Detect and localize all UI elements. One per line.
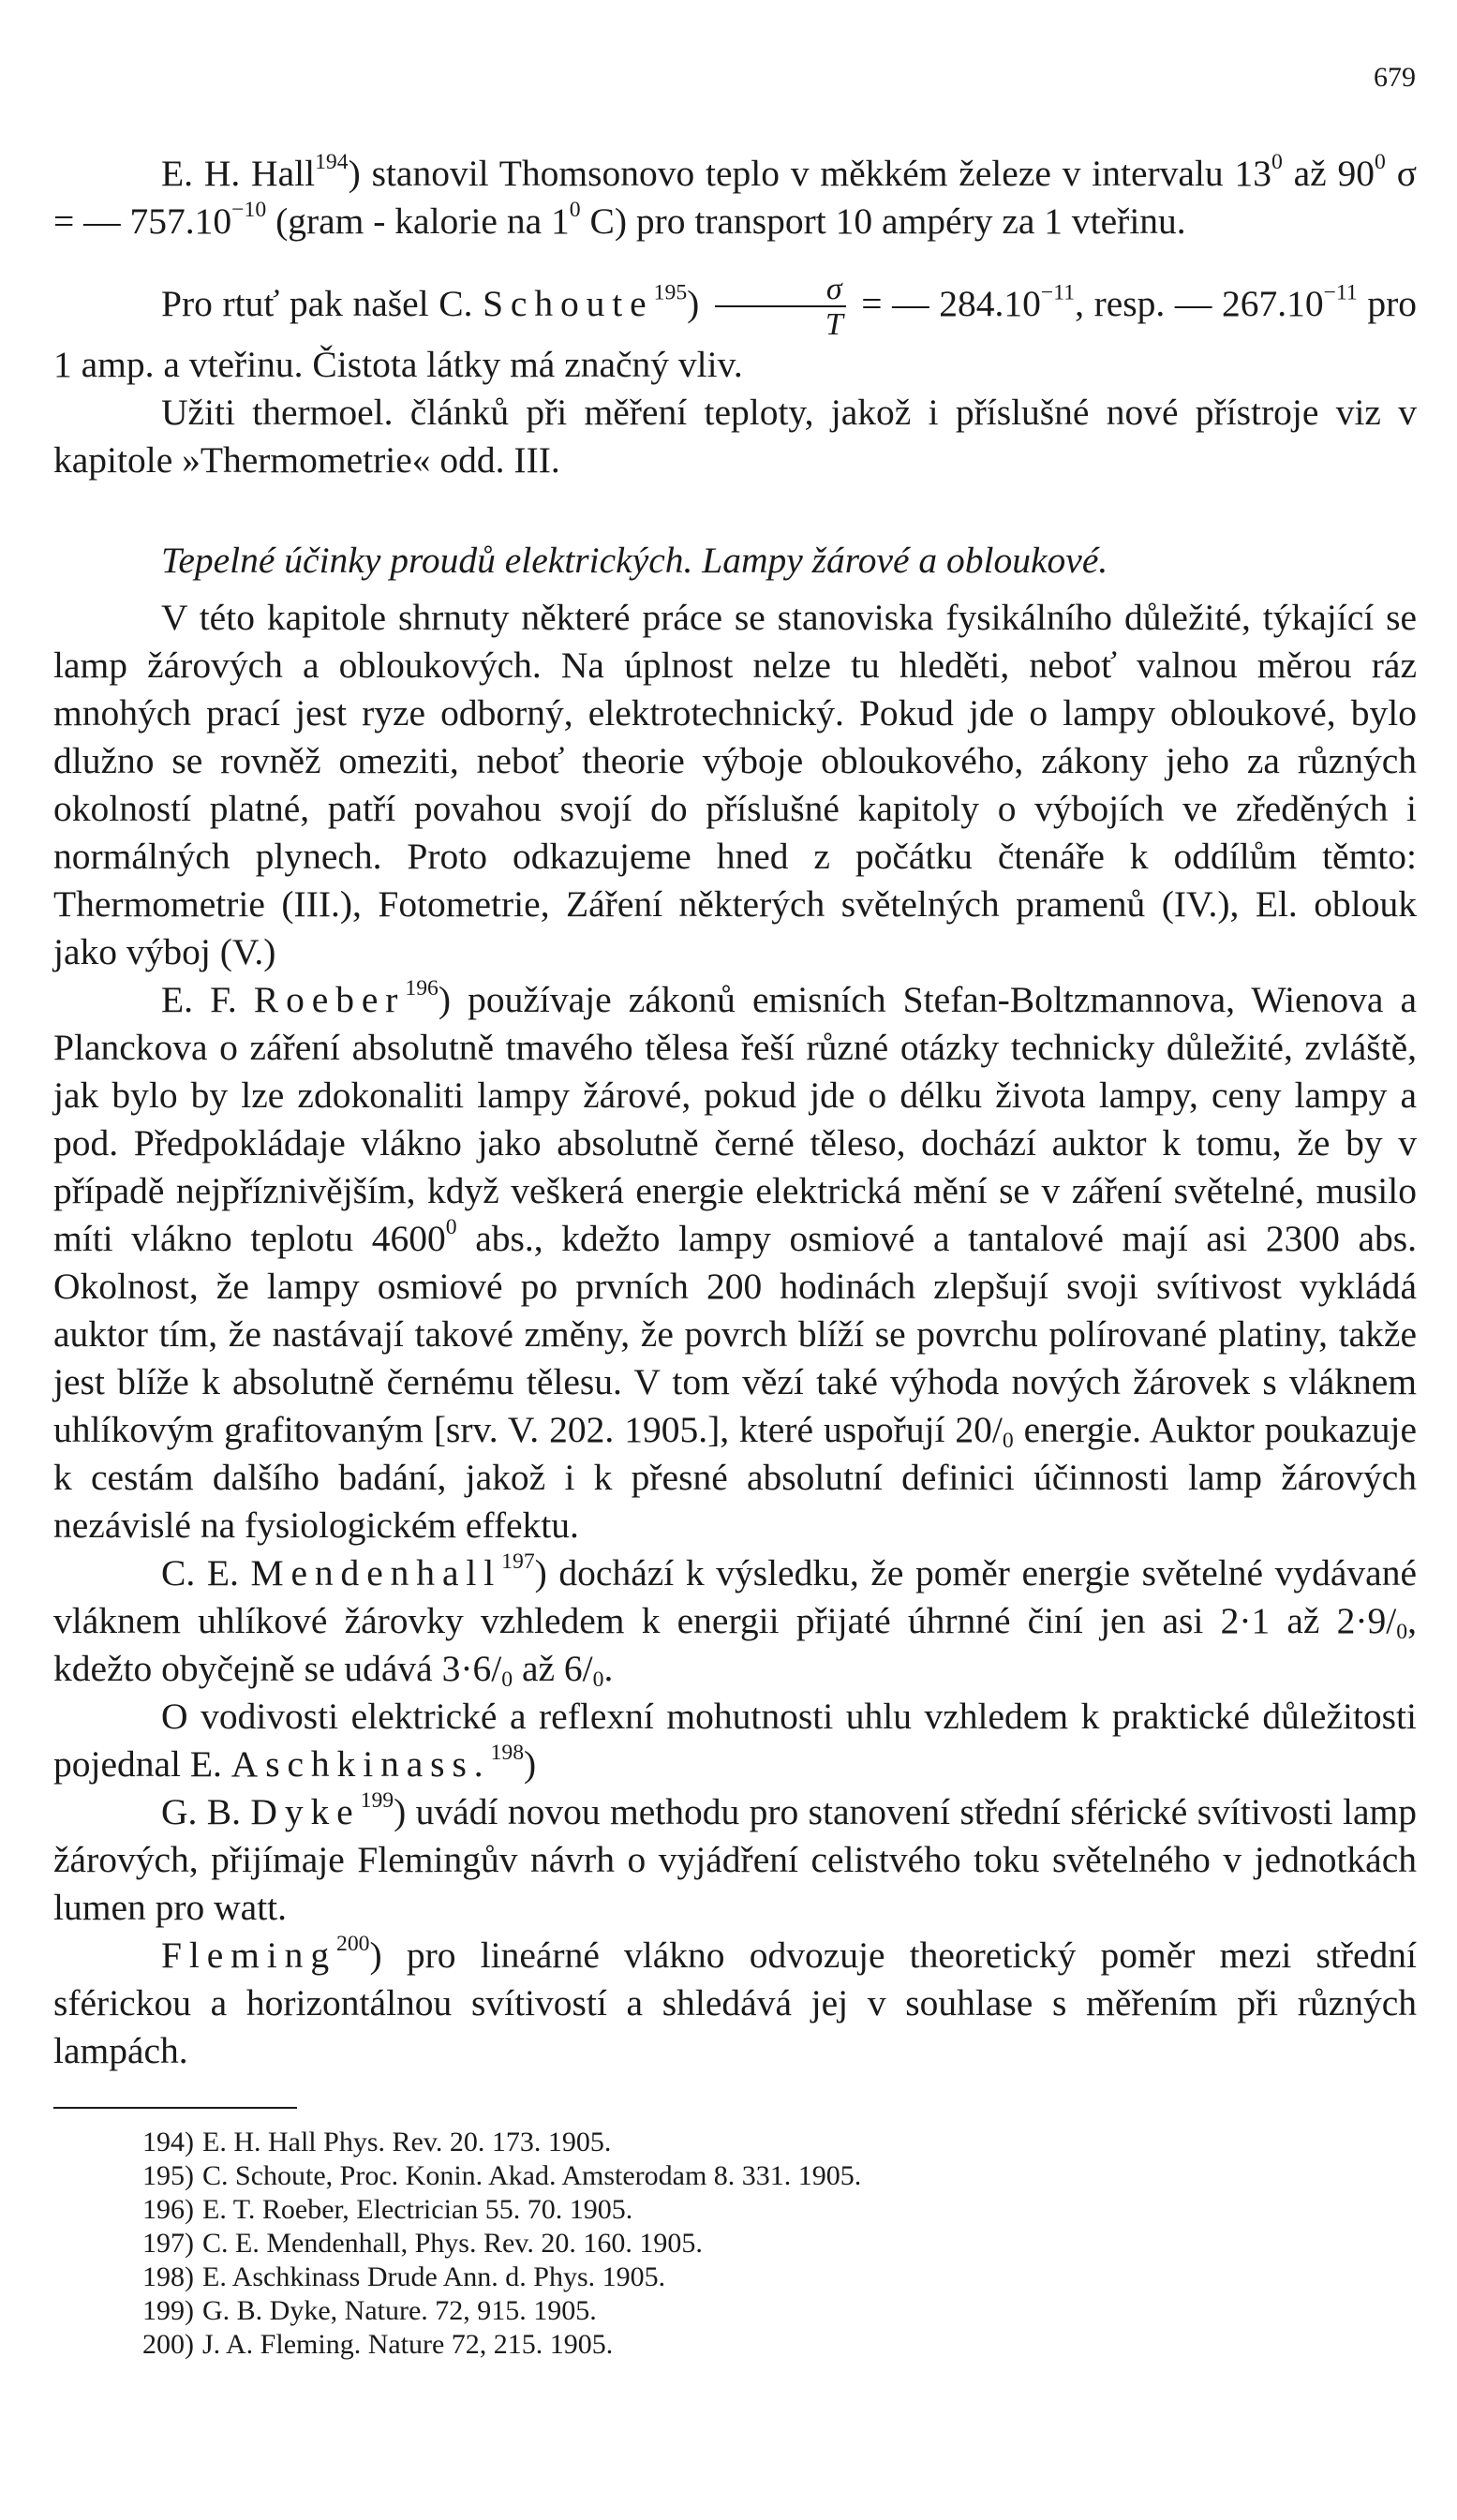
footnote-divider (53, 2107, 297, 2109)
author-dyke: Dyke (250, 1791, 361, 1832)
text: ) dochází k výsledku, že poměr energie světelné vydávané vláknem uhlíkové žárovky vzhledem k energii přijaté úhrnné činí jen asi 2·1 až 2·9 (53, 1552, 1417, 1641)
percent-sub: 0 (501, 1667, 513, 1692)
exponent: −10 (231, 198, 267, 223)
ref-198: 198 (490, 1741, 525, 1766)
text: . (603, 1648, 614, 1689)
degree: 0 (445, 1215, 457, 1240)
text: ) (524, 1743, 537, 1785)
footnote-number: 196) (142, 2194, 194, 2225)
footnote (53, 2193, 1417, 2227)
footnote-number: 199) (142, 2295, 194, 2326)
footnote-text: E. T. Roeber, Electrician 55. 70. 1905. (202, 2194, 633, 2225)
footnote (53, 2227, 1417, 2261)
footnote-number: 198) (142, 2261, 194, 2292)
footnote-number: 195) (142, 2160, 194, 2191)
author-roeber: Roeber (253, 979, 406, 1020)
text: až 90 (1282, 153, 1375, 194)
ref-195: 195 (653, 280, 688, 305)
footnote-text: J. A. Fleming. Nature 72, 215. 1905. (202, 2329, 614, 2360)
author-hall: E. H. Hall (161, 153, 316, 194)
main-text (53, 150, 1417, 2362)
text: O vodivosti elektrické a reflexní mohutnosti uhlu vzhledem k praktické důležitosti pojednal E. (53, 1696, 1417, 1785)
text: , kdežto obyčejně se udává 3·6 (53, 1600, 1417, 1689)
author-fleming: Fleming (161, 1934, 336, 1976)
text: C) pro transport 10 ampéry za 1 vteřinu. (580, 200, 1186, 242)
degree: 0 (1271, 150, 1283, 175)
footnote (53, 2261, 1417, 2294)
text: ) používaje zákonů emisních Stefan-Boltzmannova, Wienova a Planckova o záření absolutně tmavého tělesa řeší různé otázky technicky důležité, zvláště, jak bylo by lze zdokonaliti lampy žárové, pokud jde o délku života lampy, ceny lampy a pod. Předpokládaje vlákno jako absolutně černé těleso, dochází auktor k tomu, že by v případě nejpříznivějším, když veškerá energie elektrická mění se v záření světelné, musilo míti vlákno teplotu 4600 (53, 979, 1417, 1259)
text: C. E. (161, 1552, 251, 1594)
degree: 0 (1375, 150, 1386, 175)
exponent: −11 (1323, 280, 1358, 305)
paragraph-schoute: Pro rtuť pak našel C. Schoute$^{195}$) $\frac{\sigma}{T}$ = — $284.10^{-11}$, resp. — $267.10^{-11}$ pro 1 amp. a vteřinu. Čistota látky má značný vliv. (53, 272, 1418, 385)
paragraph-hall (53, 150, 1417, 245)
exponent: −11 (1040, 280, 1076, 305)
footnote (53, 2126, 1417, 2159)
footnote-text: E. H. Hall Phys. Rev. 20. 173. 1905. (202, 2127, 612, 2157)
text: Pro rtuť pak našel C. (161, 283, 483, 325)
text: abs., kdežto lampy osmiové a tantalové mají asi 2300 abs. Okolnost, že lampy osmiové po prvních 200 hodinách zlepšují svoji svítivost vykládá auktor tím, že nastávají takové změny, že povrch blíží se povrchu polírované platiny, takže jest blíže k absolutně černému tělesu. V tom vězí také výhoda nových žárovek s vláknem uhlíkovým grafitovaným [srv. V. 202. 1905.], které uspořují 20 (53, 1218, 1417, 1450)
text: ) pro lineárné vlákno odvozuje theoretický poměr mezi střední sférickou a horizontálnou svítivostí a shledává jej v souhlase s měřením při různých lampách. (53, 1934, 1417, 2071)
footnote-text: G. B. Dyke, Nature. 72, 915. 1905. (202, 2295, 597, 2326)
paragraph-mendenhall: C. E. Mendenhall$^{197}$) dochází k výsledku, že poměr energie světelné vydávané vláknem uhlíkové žárovky vzhledem k energii přijaté úhrnné činí jen asi 2·1 až $2\cdot 9/_0$, kdežto obyčejně se udává $3\cdot 6/_0$ až $6/_0$. (53, 1549, 1417, 1692)
text: ) uvádí novou methodu pro stanovení střední sférické svítivosti lamp žárových, přijímaje Flemingův návrh o vyjádření celistvého toku světelného v jednotkách lumen pro watt. (53, 1791, 1417, 1928)
footnote-number: 200) (142, 2329, 194, 2360)
fraction-numerator: σ (715, 274, 846, 307)
footnotes (53, 2126, 1417, 2362)
page-number: 679 (1374, 62, 1416, 93)
footnote-number: 197) (142, 2228, 194, 2259)
percent-sub: 0 (1002, 1428, 1014, 1453)
fraction-sigma-over-t (715, 274, 846, 341)
author-aschkinass: Aschkinass. (230, 1743, 491, 1785)
ref-196: 196 (405, 976, 439, 1001)
text: energie. Auktor poukazuje k cestám dalšího badání, jakož i k přesné absolutní definici účinnosti lamp žárových nezávislé na fysiologickém effektu. (53, 1409, 1417, 1546)
footnote-text: C. Schoute, Proc. Konin. Akad. Amsterodam 8. 331. 1905. (202, 2160, 862, 2191)
paragraph-fleming (53, 1932, 1417, 2075)
text: σ = — 757.10 (53, 153, 1417, 242)
text: E. F. (161, 979, 254, 1020)
fraction-denominator: T (825, 307, 843, 342)
paragraph-dyke (53, 1788, 1417, 1932)
ref-194: 194 (315, 150, 349, 175)
section-heading: Tepelné účinky proudů elektrických. Lampy žárové a obloukové. (161, 540, 1108, 581)
text: pro 1 amp. a vteřinu. Čistota látky má značný vliv. (53, 283, 1418, 385)
text: , resp. — 267.10 (1075, 283, 1324, 325)
footnote-text: E. Aschkinass Drude Ann. d. Phys. 1905. (202, 2261, 666, 2292)
paragraph-aschkinass (53, 1693, 1417, 1788)
footnote (53, 2159, 1417, 2193)
ref-200: 200 (335, 1932, 370, 1957)
author-schoute: Schoute (483, 283, 654, 325)
paragraph-thermo: Užiti thermoel. článků při měření teploty, jakož i příslušné nové přístroje viz v kapitole »Thermometrie« odd. III. (53, 392, 1417, 481)
text: až 6 (513, 1648, 583, 1689)
paragraph-roeber: E. F. Roeber$^{196}$) používaje zákonů emisních Stefan-Boltzmannova, Wienova a Planckova o záření absolutně tmavého tělesa řeší různé otázky technicky důležité, zvláště, jak bylo by lze zdokonaliti lampy žárové, pokud jde o délku života lampy, ceny lampy a pod. Předpokládaje vlákno jako absolutně černé těleso, dochází auktor k tomu, že by v případě nejpříznivějším, když veškerá energie elektrická mění se v záření světelné, musilo míti vlákno teplotu 4600$^0$ abs., kdežto lampy osmiové a tantalové mají asi 2300 abs. Okolnost, že lampy osmiové po prvních 200 hodinách zlepšují svoji svítivost vykládá auktor tím, že nastávají takové změny, že povrch blíží se povrchu polírované platiny, takže jest blíže k absolutně černému tělesu. V tom vězí také výhoda nových žárovek s vláknem uhlíkovým grafitovaným [srv. V. 202. 1905.], které uspořují $20/_0$ energie. Auktor poukazuje k cestám dalšího badání, jakož i k přesné absolutní definici účinnosti lamp žárových nezávislé na fysiologickém effektu. (53, 976, 1417, 1546)
text: (gram - kalorie na 1 (266, 200, 570, 242)
author-mendenhall: Mendenhall (250, 1552, 502, 1594)
ref-197: 197 (501, 1549, 535, 1575)
text: ) stanovil Thomsonovo teplo v měkkém železe v intervalu 13 (348, 153, 1271, 194)
degree: 0 (569, 198, 581, 223)
percent-sub: 0 (1396, 1619, 1408, 1644)
paragraph-chapter: V této kapitole shrnuty některé práce se stanoviska fysikálního důležité, týkající se lamp žárových a obloukových. Na úplnost nelze tu hleděti, neboť valnou měrou ráz mnohých prací jest ryze odborný, elektrotechnický. Pokud jde o lampy obloukové, bylo dlužno se rovněž omeziti, neboť theorie výboje obloukového, zákony jeho za různých okolností platné, patří povahou svojí do příslušné kapitoly o výbojích ve zředěných i normálných plynech. Proto odkazujeme hned z počátku čtenáře k oddílům těmto: Thermometrie (III.), Fotometrie, Záření některých světelných pramenů (IV.), El. oblouk jako výboj (V.) (53, 597, 1417, 972)
footnote (53, 2294, 1417, 2328)
footnote-number: 194) (142, 2127, 194, 2157)
footnote-text: C. E. Mendenhall, Phys. Rev. 20. 160. 1905. (202, 2228, 703, 2259)
footnote (53, 2328, 1417, 2362)
text: G. B. (161, 1791, 251, 1832)
text: = — 284.10 (851, 283, 1041, 325)
percent-sub: 0 (592, 1667, 604, 1692)
ref-199: 199 (360, 1788, 394, 1814)
